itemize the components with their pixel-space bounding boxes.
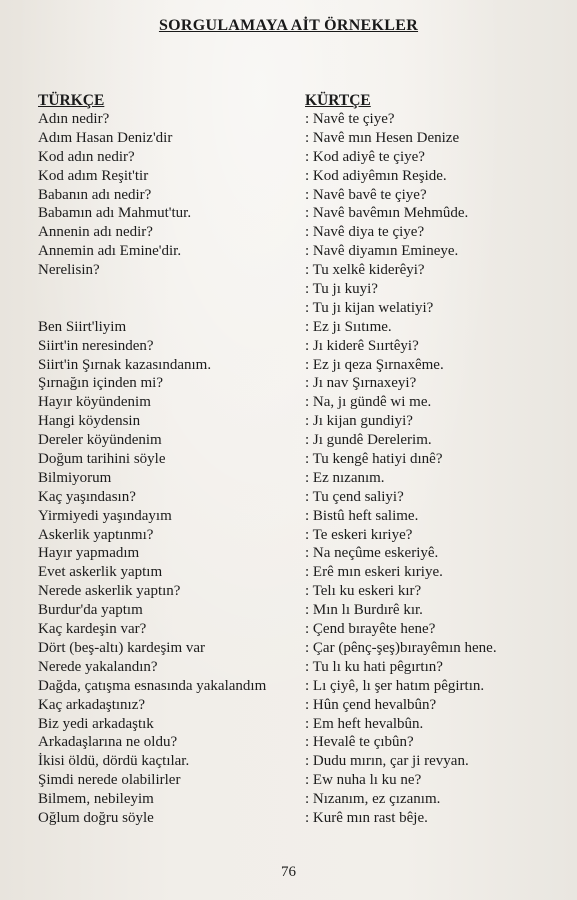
turkish-phrase: Siirt'in neresinden? (38, 337, 154, 354)
turkish-phrase: Kod adın nedir? (38, 148, 135, 165)
turkish-phrase: Hangi köydensin (38, 413, 141, 430)
turkish-phrase: Adım Hasan Deniz'dir (38, 129, 173, 146)
turkish-phrase: Biz yedi arkadaştık (38, 715, 154, 732)
kurdish-phrase: : Navê te çiye? (305, 111, 395, 127)
turkish-phrase: Hayır köyündenim (38, 394, 151, 411)
turkish-phrase: Babanın adı nedir? (38, 186, 152, 203)
kurdish-phrase: : Ez nızanım. (305, 469, 385, 486)
kurdish-phrase: : Lı çiyê, lı şer hatım pêgirtın. (305, 677, 485, 694)
kurdish-phrase: : Navê diya te çiye? (305, 224, 425, 241)
turkish-phrase: Nerede yakalandın? (38, 658, 158, 675)
turkish-phrase: Arkadaşlarına ne oldu? (38, 734, 178, 751)
kurdish-phrase: : Çend bırayête hene? (305, 621, 436, 638)
turkish-phrase: Dağda, çatışma esnasında yakalandım (38, 677, 267, 694)
kurdish-phrase: : Tu lı ku hati pêgırtın? (305, 658, 443, 675)
kurdish-phrase: : Ez jı qeza Şırnaxême. (305, 356, 444, 373)
kurdish-phrase: : Te eskeri kıriye? (305, 526, 413, 543)
kurdish-phrase: : Na, jı gündê wi me. (305, 394, 432, 411)
turkish-phrase: Şırnağın içinden mi? (38, 375, 163, 392)
kurdish-phrase: : Çar (pênç-şeş)bırayêmın hene. (305, 639, 497, 656)
kurdish-phrase: : Ez jı Sııtıme. (305, 318, 392, 335)
turkish-phrase: Annemin adı Emine'dir. (38, 243, 182, 260)
turkish-phrase: Doğum tarihini söyle (38, 451, 166, 468)
kurdish-phrase: : Jı nav Şırnaxeyi? (305, 375, 417, 392)
turkish-phrase: Kod adım Reşit'tir (38, 167, 149, 184)
turkish-phrase: Siirt'in Şırnak kazasındanım. (38, 356, 212, 373)
kurdish-phrase: : Kod adiyêmın Reşide. (305, 167, 447, 184)
kurdish-phrase: : Tu jı kijan welatiyi? (305, 299, 434, 316)
turkish-phrase: Oğlum doğru söyle (38, 809, 154, 826)
kurdish-phrase: : Hûn çend hevalbûn? (305, 696, 437, 713)
kurdish-phrase: : Tu xelkê kiderêyi? (305, 262, 425, 279)
turkish-phrase: İkisi öldü, dördü kaçtılar. (38, 753, 190, 770)
turkish-phrase: Yirmiyedi yaşındayım (38, 507, 172, 524)
kurdish-phrase: : Kod adiyê te çiye? (305, 148, 425, 165)
kurdish-phrase: : Jı kijan gundiyi? (305, 413, 413, 430)
kurdish-phrase: : Na neçûme eskeriyê. (305, 545, 439, 562)
turkish-phrase: Adın nedir? (38, 111, 110, 127)
page-title: SORGULAMAYA AİT ÖRNEKLER (158, 17, 419, 34)
kurdish-phrase: : Jı gundê Derelerim. (305, 432, 432, 449)
turkish-phrase (38, 299, 303, 318)
turkish-phrase: Askerlik yaptınmı? (38, 526, 154, 543)
turkish-phrase: Kaç kardeşin var? (38, 621, 147, 638)
kurdish-column (305, 92, 565, 828)
kurdish-phrase: : Dudu mırın, çar ji revyan. (305, 753, 469, 770)
kurdish-phrase: : Ew nuha lı ku ne? (305, 772, 422, 789)
kurdish-phrase: : Navê diyamın Emineye. (305, 243, 459, 260)
turkish-phrase: Dereler köyündenim (38, 432, 162, 449)
kurdish-phrase: : Em heft hevalbûn. (305, 715, 424, 732)
kurdish-phrase: : Telı ku eskeri kır? (305, 583, 422, 600)
kurdish-phrase: : Navê bavê te çiye? (305, 186, 427, 203)
turkish-header: TÜRKÇE (38, 92, 105, 109)
turkish-phrase: Dört (beş-altı) kardeşim var (38, 639, 206, 656)
kurdish-phrase: : Mın lı Burdırê kır. (305, 602, 423, 619)
turkish-phrase: Kaç yaşındasın? (38, 488, 136, 505)
kurdish-phrase: : Tu jı kuyi? (305, 281, 378, 298)
turkish-phrase: Burdur'da yaptım (38, 602, 143, 619)
turkish-phrase: Nerede askerlik yaptın? (38, 583, 181, 600)
turkish-phrase (38, 280, 303, 299)
turkish-phrase: Bilmiyorum (38, 469, 112, 486)
kurdish-phrase: : Kurê mın rast bêje. (305, 809, 428, 826)
turkish-phrase: Babamın adı Mahmut'tur. (38, 205, 192, 222)
kurdish-phrase: : Hevalê te çıbûn? (305, 734, 414, 751)
kurdish-phrase: : Navê bavêmın Mehmûde. (305, 205, 469, 222)
page-number: 76 (281, 864, 296, 880)
kurdish-phrase: : Navê mın Hesen Denize (305, 129, 460, 146)
turkish-phrase: Bilmem, nebileyim (38, 791, 154, 808)
kurdish-phrase: : Jı kiderê Sıırtêyi? (305, 337, 419, 354)
kurdish-phrase: : Tu çend saliyi? (305, 488, 404, 505)
turkish-phrase: Ben Siirt'liyim (38, 318, 127, 335)
turkish-phrase: Evet askerlik yaptım (38, 564, 163, 581)
turkish-phrase: Nerelisin? (38, 262, 100, 279)
turkish-column (38, 92, 303, 828)
kurdish-phrase: : Nızanım, ez çızanım. (305, 791, 441, 808)
kurdish-phrase: : Tu kengê hatiyi dınê? (305, 451, 443, 468)
turkish-phrase: Şimdi nerede olabilirler (38, 772, 181, 789)
turkish-phrase: Hayır yapmadım (38, 545, 140, 562)
turkish-phrase: Kaç arkadaştınız? (38, 696, 146, 713)
kurdish-phrase: : Erê mın eskeri kıriye. (305, 564, 443, 581)
turkish-phrase: Annenin adı nedir? (38, 224, 153, 241)
kurdish-phrase: : Bistû heft salime. (305, 507, 419, 524)
kurdish-header: KÜRTÇE (305, 92, 371, 109)
